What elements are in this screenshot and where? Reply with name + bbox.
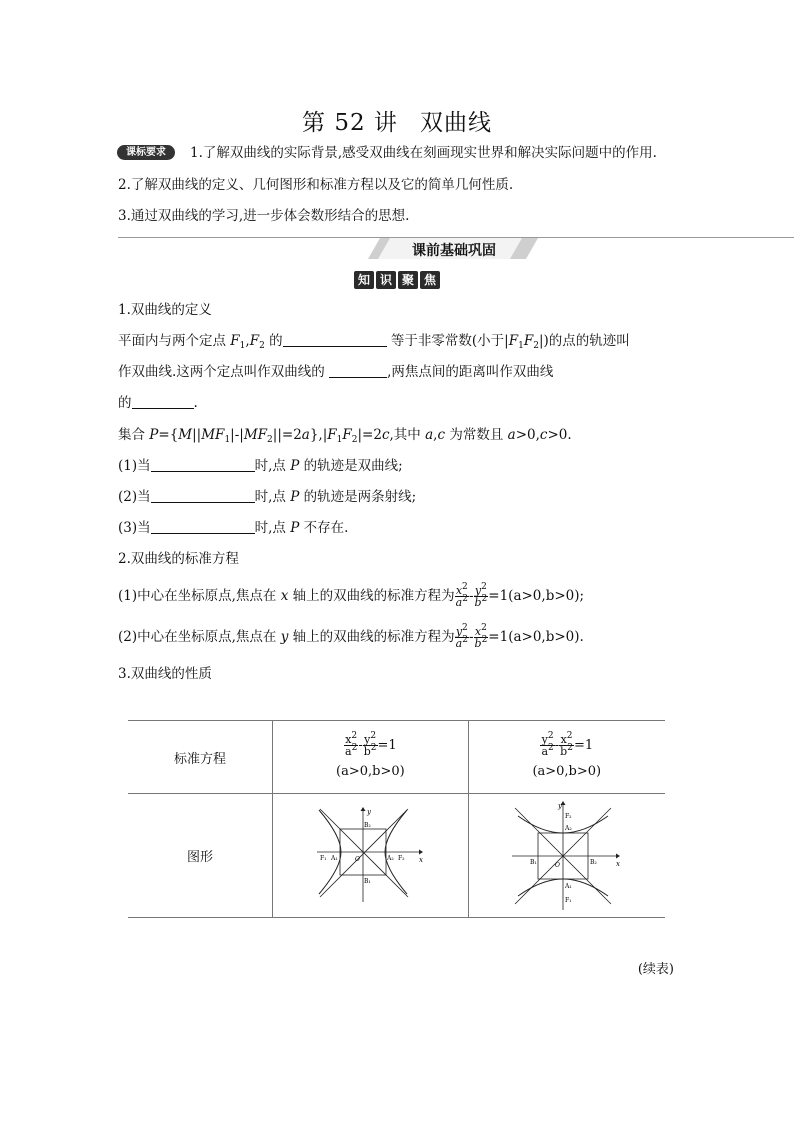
frac-y2-b2: $\frac{y^2}{b^2}$ [474,582,488,609]
definition-set: 集合 $P=\{M||MF_1|-|MF_2||=2a\},|F_1F_2|=2c$,其中 a,c 为常数且 a>0,c>0. [118,427,572,445]
frac-x2-a2: $\frac{x^2}{a^2}$ [455,582,468,609]
standard-eq-line-2: (2)中心在坐标原点,焦点在 y 轴上的双曲线的标准方程为 $\frac{y^2}{a^2}$ - $\frac{x^2}{b^2}$ =1(a>0,b>0). [118,623,584,650]
hyperbola-x-axis-figure [315,806,425,906]
requirements-badge: 课标要求 [117,145,175,160]
svg-text:O: O [554,861,560,869]
properties-table [128,720,665,918]
row-label-standard-eq: 标准方程 [128,721,273,794]
svg-text:A₁: A₁ [564,882,572,890]
blank-case-1[interactable] [151,457,255,472]
continued-note: (续表) [637,962,674,977]
table-row-graph [128,794,665,918]
definition-heading: 1.双曲线的定义 [118,302,212,318]
blank-focal-distance[interactable] [132,394,194,409]
row-label-graph: 图形 [128,794,273,918]
knowledge-char-1: 知 [354,271,374,289]
table-row-standard-eq [128,721,665,794]
svg-text:F₁: F₁ [320,854,327,862]
svg-text:A₂: A₂ [387,854,395,862]
standard-eq-heading: 2.双曲线的标准方程 [118,551,239,567]
definition-line-3: 的 . [118,395,198,411]
svg-text:A₂: A₂ [564,824,572,832]
svg-text:O: O [355,855,361,863]
frac-y2-a2: $\frac{y^2}{a^2}$ [455,623,468,650]
svg-text:B₁: B₁ [364,877,372,885]
requirement-item-3: 3.通过双曲线的学习,进一步体会数形结合的思想. [118,208,410,224]
definition-case-2: (2)当 时,点 P 的轨迹是两条射线; [118,489,417,505]
cell-eq-x-axis: $\frac{x^2}{a^2}$ - $\frac{y^2}{b^2}$ =1 (a>0,b>0) [273,721,468,794]
page-title [0,104,794,137]
knowledge-char-4: 焦 [420,271,440,289]
definition-line-2: 作双曲线.这两个定点叫作双曲线的 ,两焦点间的距离叫作双曲线 [118,364,554,380]
lecture-title: 双曲线 [419,110,492,136]
frac-x2-b2: $\frac{x^2}{b^2}$ [474,623,488,650]
cell-graph-y-axis [468,794,665,918]
svg-text:x: x [419,855,424,864]
svg-text:x: x [615,859,620,868]
svg-text:F₂: F₂ [398,854,405,862]
definition-case-1: (1)当 时,点 P 的轨迹是双曲线; [118,458,403,474]
blank-distance-diff[interactable] [283,332,387,347]
knowledge-char-2: 识 [376,271,396,289]
knowledge-focus-badge [354,269,442,289]
svg-text:B₂: B₂ [589,858,597,866]
properties-heading: 3.双曲线的性质 [118,666,212,682]
standard-eq-line-1: (1)中心在坐标原点,焦点在 x 轴上的双曲线的标准方程为 $\frac{x^2}{a^2}$ - $\frac{y^2}{b^2}$ =1(a>0,b>0); [118,582,585,609]
cell-graph-x-axis [273,794,468,918]
requirement-item-1: 1.了解双曲线的实际背景,感受双曲线在刻画现实世界和解决实际问题中的作用. [190,145,657,161]
svg-text:F₂: F₂ [564,812,572,820]
svg-text:B₁: B₁ [529,858,537,866]
svg-text:y: y [367,807,372,816]
section-banner-title: 课前基础巩固 [412,243,496,259]
svg-text:A₁: A₁ [331,854,339,862]
svg-text:F₁: F₁ [564,896,572,904]
hyperbola-y-axis-figure [512,800,622,912]
knowledge-char-3: 聚 [398,271,418,289]
blank-case-3[interactable] [151,519,255,534]
definition-case-3: (3)当 时,点 P 不存在. [118,520,349,536]
svg-text:B₂: B₂ [364,821,372,829]
definition-line-1: 平面内与两个定点 $F_1,F_2$ 的 等于非零常数(小于$|F_1F_2|$)的点的轨迹叫 [118,333,630,351]
requirement-item-2: 2.了解双曲线的定义、几何图形和标准方程以及它的简单几何性质. [118,177,514,193]
svg-text:y: y [557,801,562,810]
blank-case-2[interactable] [151,488,255,503]
blank-foci[interactable] [329,363,387,378]
lecture-number: 第 52 讲 [302,110,398,136]
cell-eq-y-axis: $\frac{y^2}{a^2}$ - $\frac{x^2}{b^2}$ =1 (a>0,b>0) [468,721,665,794]
